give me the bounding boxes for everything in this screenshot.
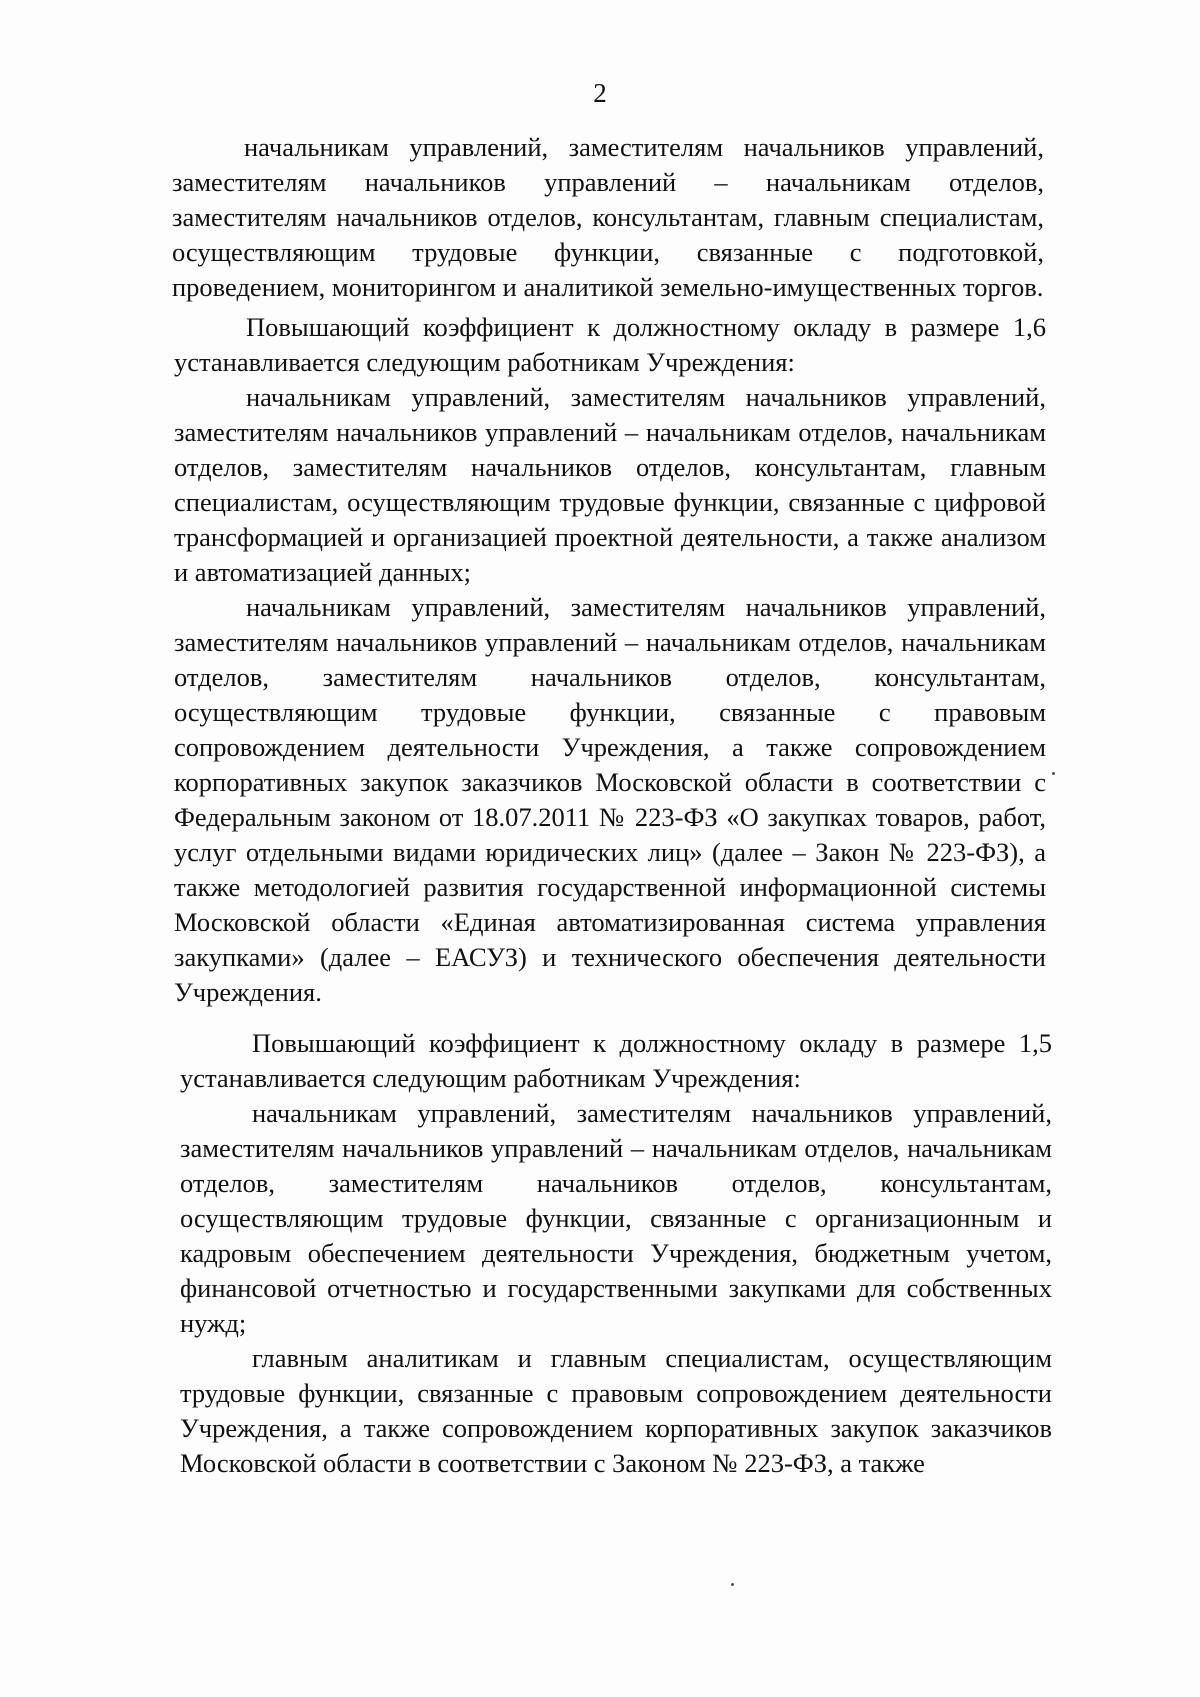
paragraph-digital-transformation: начальникам управлений, заместителям начальников управлений, заместителям начальников управлений – начальникам отделов, начальникам отделов, заместителям начальников отделов, консультантам, главным специалистам, осуществляющим трудовые функции, связанные с цифровой трансформацией и организацией проектной деятельности, а также анализом и автоматизацией данных;	[174, 382, 1046, 587]
document-body-middle	[174, 310, 1046, 1010]
page-number: 2	[593, 78, 607, 108]
document-body-bottom	[180, 1026, 1052, 1481]
document-body-top	[172, 130, 1044, 305]
paragraph-coefficient-1-6: Повышающий коэффициент к должностному окладу в размере 1,6 устанавливается следующим работникам Учреждения:	[174, 312, 1046, 377]
paragraph-chief-analysts: главным аналитикам и главным специалистам, осуществляющим трудовые функции, связанные с правовым сопровождением деятельности Учреждения, а также сопровождением корпоративных закупок заказчиков Московской области в соответствии с Законом № 223-ФЗ, а также	[180, 1343, 1052, 1478]
scan-speck	[731, 1583, 734, 1586]
paragraph-organizational-support: начальникам управлений, заместителям начальников управлений, заместителям начальников управлений – начальникам отделов, начальникам отделов, заместителям начальников отделов, консультантам, осуществляющим трудовые функции, связанные с организационным и кадровым обеспечением деятельности Учреждения, бюджетным учетом, финансовой отчетностью и государственными закупками для собственных нужд;	[180, 1098, 1052, 1338]
paragraph-legal-support: начальникам управлений, заместителям начальников управлений, заместителям начальников управлений – начальникам отделов, начальникам отделов, заместителям начальников отделов, консультантам, осуществляющим трудовые функции, связанные с правовым сопровождением деятельности Учреждения, а также сопровождением корпоративных закупок заказчиков Московской области в соответствии с Федеральным законом от 18.07.2011 № 223-ФЗ «О закупках товаров, работ, услуг отдельными видами юридических лиц» (далее – Закон № 223-ФЗ), а также методологией развития государственной информационной системы Московской области «Единая автоматизированная система управления закупками» (далее – ЕАСУЗ) и технического обеспечения деятельности Учреждения.	[174, 592, 1046, 1007]
scan-speck	[1052, 772, 1055, 775]
paragraph-torgi: начальникам управлений, заместителям начальников управлений, заместителям начальников управлений – начальникам отделов, заместителям начальников отделов, консультантам, главным специалистам, осуществляющим трудовые функции, связанные с подготовкой, проведением, мониторингом и аналитикой земельно-имущественных торгов.	[172, 132, 1044, 302]
paragraph-coefficient-1-5: Повышающий коэффициент к должностному окладу в размере 1,5 устанавливается следующим работникам Учреждения:	[180, 1028, 1052, 1093]
